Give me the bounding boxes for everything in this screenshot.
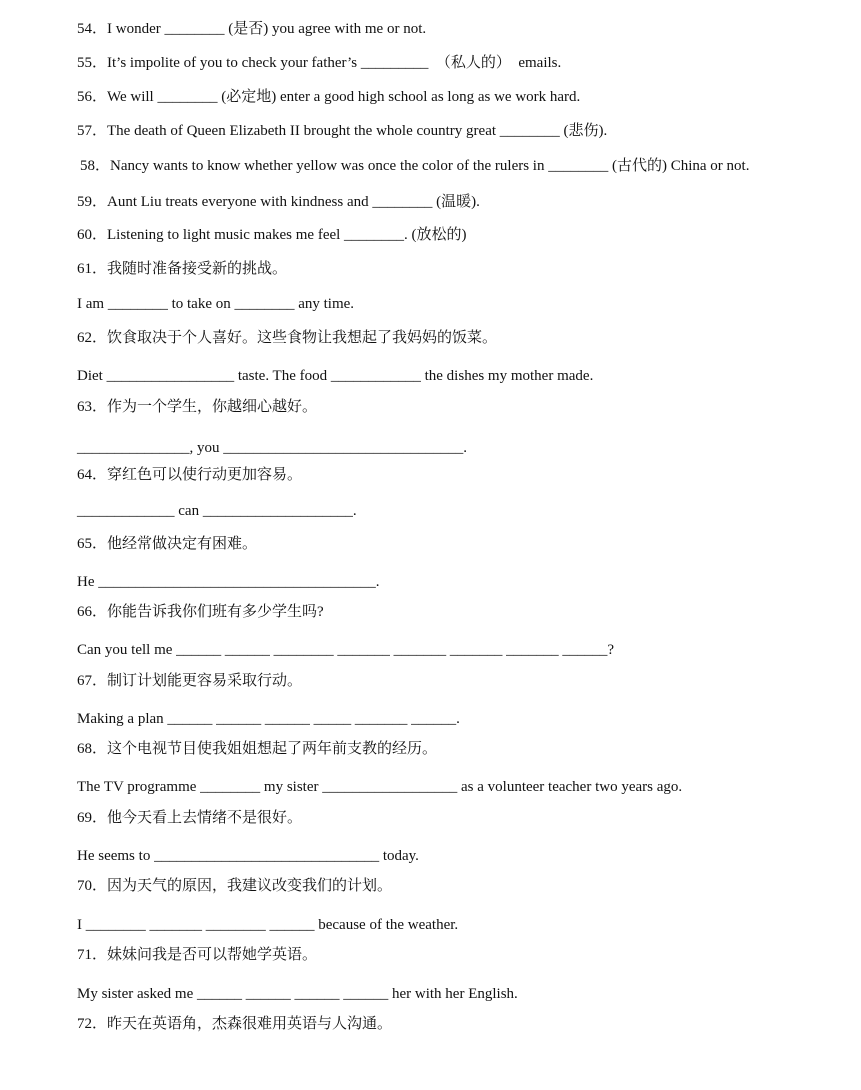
question-63-prompt: 63．作为一个学生，你越细心越好。 [77,399,318,415]
question-71-answer: My sister asked me ______ ______ ______ ______ her with her English. [77,986,518,1002]
question-68-prompt: 68．这个电视节目使我姐姐想起了两年前支教的经历。 [77,741,438,757]
question-54: 54．I wonder ________ (是否) you agree with me or not. [77,21,427,37]
question-64-prompt: 64．穿红色可以使行动更加容易。 [77,467,303,483]
question-59: 59．Aunt Liu treats everyone with kindness and ________ (温暖). [77,194,480,210]
question-61-answer: I am ________ to take on ________ any time. [77,296,355,312]
question-70-answer: I ________ _______ ________ ______ because of the weather. [77,917,459,933]
question-66-answer: Can you tell me ______ ______ ________ _______ _______ _______ _______ ______? [77,642,615,658]
question-65-answer: He _____________________________________. [77,574,380,590]
question-60: 60．Listening to light music makes me feel ________. (放松的) [77,227,467,243]
question-71-prompt: 71．妹妹问我是否可以帮她学英语。 [77,947,318,963]
question-69-answer: He seems to ______________________________ today. [77,848,419,864]
question-64-answer: _____________ can ____________________. [77,503,357,519]
question-62-prompt: 62．饮食取决于个人喜好。这些食物让我想起了我妈妈的饭菜。 [77,330,498,346]
question-72-prompt: 72．昨天在英语角，杰森很难用英语与人沟通。 [77,1016,393,1032]
question-63-answer: _______________, you ________________________________. [77,440,467,456]
question-69-prompt: 69．他今天看上去情绪不是很好。 [77,810,303,826]
question-58: 58．Nancy wants to know whether yellow was once the color of the rulers in ________ (古代的) China or not. [80,158,750,174]
question-62-answer: Diet _________________ taste. The food ____________ the dishes my mother made. [77,368,594,384]
question-61-prompt: 61．我随时准备接受新的挑战。 [77,261,288,277]
question-67-prompt: 67．制订计划能更容易采取行动。 [77,673,303,689]
question-67-answer: Making a plan ______ ______ ______ _____ _______ ______. [77,711,460,727]
question-55: 55．It’s impolite of you to check your father’s _________ （私人的） emails. [77,55,562,71]
question-57: 57．The death of Queen Elizabeth II brought the whole country great ________ (悲伤). [77,123,608,139]
question-56: 56．We will ________ (必定地) enter a good high school as long as we work hard. [77,89,581,105]
question-70-prompt: 70．因为天气的原因，我建议改变我们的计划。 [77,878,393,894]
question-66-prompt: 66．你能告诉我你们班有多少学生吗? [77,604,324,620]
question-65-prompt: 65．他经常做决定有困难。 [77,536,258,552]
question-68-answer: The TV programme ________ my sister __________________ as a volunteer teacher two years ago. [77,779,683,795]
